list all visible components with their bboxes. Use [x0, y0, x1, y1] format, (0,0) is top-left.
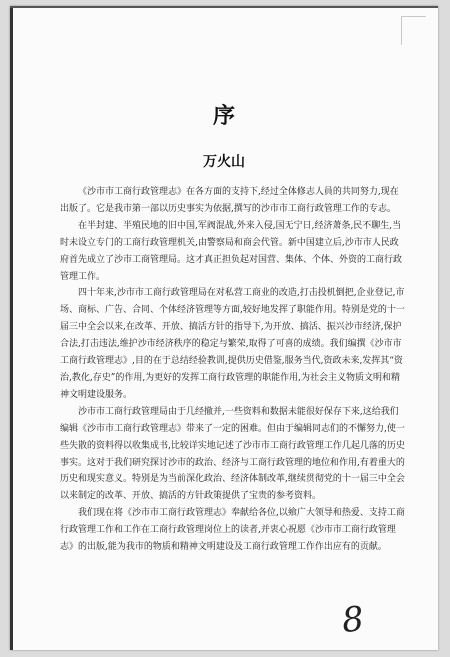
scan-corner-mark — [401, 16, 426, 45]
page-top-edge — [10, 6, 438, 8]
handwritten-page-number: 8 — [340, 598, 367, 642]
paragraph-1: 《沙市市工商行政管理志》在各方面的支持下,经过全体修志人員的共同努力,现在出版了。它是我市第一部以历史事实为依据,撰写的沙市市工商行政管理工作的专志。 — [60, 187, 399, 214]
paragraph-5: 我们现在将《沙市市工商行政管理志》奉献给各位,以飨广大领导和热爱、支持工商行政管理工作和工作在工商行政管理岗位上的读者,并衷心祝愿《沙市市工商行政管理志》的出版,能为我市的物质和精神文明建设及工商行政管理工作作出应有的贡献。 — [60, 508, 405, 553]
preface-body — [60, 184, 405, 556]
paragraph-4: 沙市市工商行政管理局由于几经撤并,一些资料和数据未能很好保存下来,这给我们编辑《沙市市工商行政管理志》带来了一定的困难。但由于编辑同志们的不懈努力,使一些失散的资料得以收集成书,比较详实地记述了沙市市工商行政管理工作几起几落的历史事实。这对于我们研究探讨沙市的政治、经济与工商行政管理的地位和作用,有着重大的历史和现实意义。特别是为当前深化政治、经济体制改革,继续贯彻党的十一届三中全会以来制定的改革、开放、搞活的方针政策提供了宝贵的参考资料。 — [60, 406, 405, 502]
author-name: 万火山 — [203, 154, 245, 170]
paragraph-3: 四十年来,沙市市工商行政管理局在对私营工商业的改造,打击投机倒把,企业登记,市场、商标、广告、合同、个体经济管理等方面,较好地发挥了职能作用。特别是党的十一届三中全会以来,在改革、开放、搞活方针的指导下,为开放、搞活、振兴沙市经济,保护合法,打击违法,维护沙市经济秩序的稳定与繁荣,取得了可喜的成绩。我们编撰《沙市市工商行政管理志》,目的在于总结经验教训,提供历史借鉴,服务当代,资政未来,发挥其“资治,教化,存史”的作用,为更好的发挥工商行政管理的职能作用,为社会主义物质文明和精神文明建设服务。 — [60, 288, 405, 400]
preface-title: 序 — [212, 103, 235, 129]
document-page — [10, 6, 438, 650]
paragraph-2: 在半封建、半殖民地的旧中国,军阀混战,外来入侵,国无宁日,经济萧条,民不聊生,当时未设立专门的工商行政管理机关,由警察局和商会代管。新中国建立后,沙市市人民政府首先成立了沙市工商管理局。这才真正担负起对国营、集体、个体、外资的工商行政管理工作。 — [60, 220, 403, 282]
